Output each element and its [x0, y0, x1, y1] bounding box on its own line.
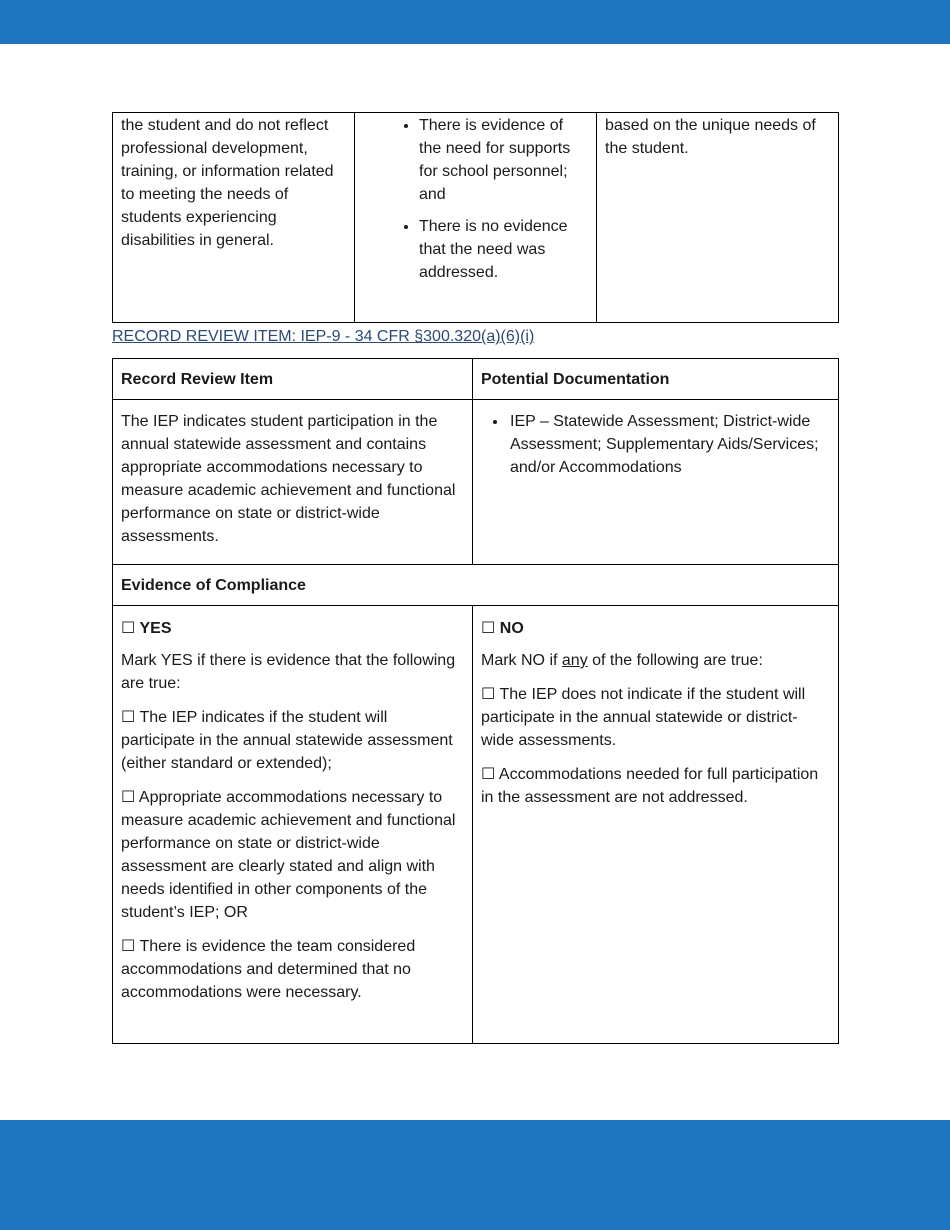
list-item: • IEP – Statewide Assessment; District-wide Assessment; Supplementary Aids/Services; and/or Accommodations [508, 410, 830, 479]
list-item: • There is evidence of the need for supports for school personnel; and [419, 114, 588, 206]
yes-heading [121, 617, 464, 640]
table-row [113, 565, 839, 606]
table-row [113, 359, 839, 400]
bullet-list [481, 410, 830, 479]
potential-documentation-cell [473, 400, 839, 565]
list-item: • There is no evidence that the need was addressed. [419, 215, 588, 284]
header-banner [0, 0, 950, 44]
yes-criterion[interactable]: ☐ Appropriate accommodations necessary to measure academic achievement and functional performance on state or district-wide assessment are clearly stated and align with needs identified in other components of the student’s IEP; OR [121, 789, 456, 921]
record-review-item-text: The IEP indicates student participation in the annual statewide assessment and contains appropriate accommodations necessary to measure academic achievement and functional performance on state or district-wide assessments. [113, 400, 473, 565]
no-criterion[interactable]: ☐ The IEP does not indicate if the student will participate in the annual statewide or district-wide assessments. [481, 686, 806, 749]
continued-cell-2 [355, 113, 597, 323]
evidence-of-compliance-heading: Evidence of Compliance [113, 565, 839, 606]
no-intro: Mark NO if any of the following are true: [481, 652, 763, 669]
table-row [113, 113, 839, 323]
yes-label: YES [139, 620, 172, 637]
continued-cell-3: based on the unique needs of the student. [597, 113, 839, 323]
continued-cell-1: the student and do not reflect professional development, training, or information related to meeting the needs of students experiencing disabilities in general. [113, 113, 355, 323]
yes-checkbox[interactable]: ☐ [121, 620, 136, 637]
footer-banner [0, 1120, 950, 1230]
bullet-list [363, 114, 588, 284]
table-row [113, 400, 839, 565]
no-heading [481, 617, 830, 640]
header-record-review-item: Record Review Item [113, 359, 473, 400]
no-label: NO [499, 620, 524, 637]
no-checkbox[interactable]: ☐ [481, 620, 496, 637]
no-criterion[interactable]: ☐ Accommodations needed for full participation in the assessment are not addressed. [481, 766, 819, 806]
yes-column [113, 606, 473, 1044]
yes-criterion[interactable]: ☐ There is evidence the team considered accommodations and determined that no accommodations were necessary. [121, 938, 416, 1001]
yes-intro: Mark YES if there is evidence that the following are true: [121, 652, 456, 692]
continued-table [112, 112, 839, 323]
table-row [113, 606, 839, 1044]
header-potential-documentation: Potential Documentation [473, 359, 839, 400]
yes-criterion[interactable]: ☐ The IEP indicates if the student will participate in the annual statewide assessment (either standard or extended); [121, 709, 453, 772]
section-heading-link[interactable]: RECORD REVIEW ITEM: IEP-9 - 34 CFR §300.320(a)(6)(i) [112, 328, 535, 345]
no-column [473, 606, 839, 1044]
record-review-table [112, 358, 839, 1044]
